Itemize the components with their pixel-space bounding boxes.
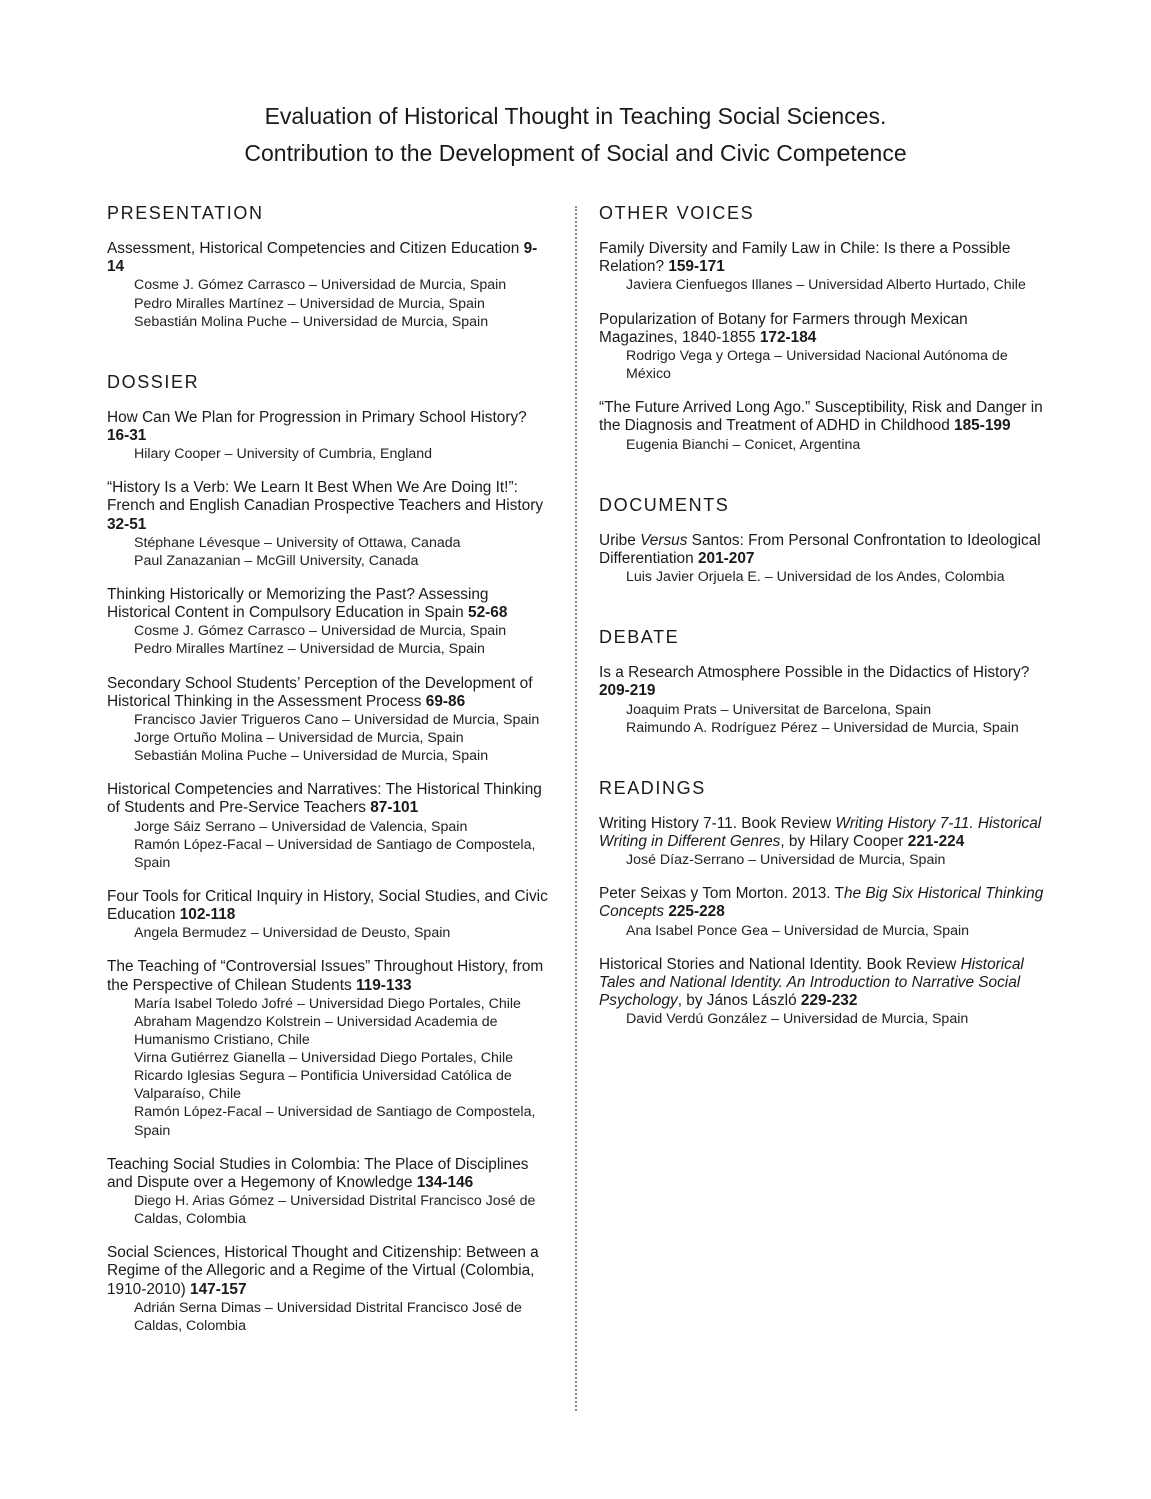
column-divider	[575, 206, 577, 1411]
entry-title-text: Is a Research Atmosphere Possible in the Didactics of History?	[599, 664, 1030, 682]
author-affiliation: Rodrigo Vega y Ortega – Universidad Nacional Autónoma de México	[626, 347, 1008, 382]
toc-section	[107, 369, 552, 1335]
page-range: 185-199	[954, 417, 1011, 435]
entry-title-italic: Historical Tales and National Identity. An Introduction to Narrative Social Psychology	[599, 955, 1024, 1010]
author-affiliation: Eugenia Bianchi – Conicet, Argentina	[626, 436, 861, 453]
entry-title	[599, 664, 1047, 700]
entry-title	[107, 1244, 552, 1299]
toc-section	[599, 775, 1047, 1029]
section-heading: READINGS	[599, 777, 706, 798]
entry-title-text: Popularization of Botany for Farmers through Mexican Magazines, 1840-1855	[599, 310, 968, 346]
entry-title	[107, 586, 552, 622]
author-affiliation: David Verdú González – Universidad de Murcia, Spain	[626, 1011, 969, 1028]
toc-entry	[107, 888, 552, 943]
entry-title	[107, 240, 552, 276]
toc-section	[599, 200, 1047, 454]
section-heading: DEBATE	[599, 627, 680, 648]
page-title	[0, 98, 1151, 172]
toc-entry	[599, 885, 1047, 940]
entry-title	[599, 815, 1047, 851]
entry-title-text: Secondary School Students’ Perception of the Development of Historical Thinking in the Assessment Process	[107, 674, 533, 710]
page-title-line-2: Contribution to the Development of Social and Civic Competence	[244, 140, 907, 166]
author-affiliation: Ana Isabel Ponce Gea – Universidad de Murcia, Spain	[626, 922, 970, 939]
author-affiliation: Virna Gutiérrez Gianella – Universidad Diego Portales, Chile	[134, 1050, 514, 1067]
toc-entry	[599, 240, 1047, 295]
author-affiliation: Jorge Ortuño Molina – Universidad de Murcia, Spain	[134, 730, 464, 747]
author-affiliation: Paul Zanazanian – McGill University, Canada	[134, 552, 419, 569]
toc-entry	[107, 586, 552, 659]
entry-title-text: Writing History 7-11. Book Review	[599, 814, 836, 832]
author-affiliation: Francisco Javier Trigueros Cano – Universidad de Murcia, Spain	[134, 711, 540, 728]
toc-entry	[107, 1244, 552, 1335]
page-range: 209-219	[599, 682, 656, 700]
entry-title-text: The Teaching of “Controversial Issues” Throughout History, from the Perspective of Chilean Students	[107, 958, 544, 994]
entry-title-text: Assessment, Historical Competencies and Citizen Education	[107, 240, 524, 257]
entry-title-text: Peter Seixas y Tom Morton. 2013. T	[599, 885, 844, 903]
toc-entry	[107, 958, 552, 1139]
toc-entry	[599, 399, 1047, 454]
entry-title	[599, 885, 1047, 921]
author-affiliation: Raimundo A. Rodríguez Pérez – Universidad de Murcia, Spain	[626, 719, 1019, 736]
toc-section	[599, 492, 1047, 587]
author-affiliation: Joaquim Prats – Universitat de Barcelona, Spain	[626, 701, 932, 718]
entry-title	[599, 956, 1047, 1011]
page-range: 225-228	[668, 903, 725, 921]
entry-title-text: Social Sciences, Historical Thought and Citizenship: Between a Regime of the Allegoric and a Regime of the Virtual (Colombia, 1910-2010)	[107, 1244, 539, 1298]
entry-title-italic: he Big Six Historical Thinking Concepts	[599, 885, 1044, 921]
page-range: 201-207	[697, 549, 755, 567]
author-affiliation: Jorge Sáiz Serrano – Universidad de Valencia, Spain	[134, 818, 468, 835]
page-range: 102-118	[179, 906, 236, 924]
entry-title	[107, 675, 552, 711]
toc-entry	[107, 409, 552, 464]
right-column	[599, 200, 1047, 1066]
entry-title	[599, 532, 1047, 568]
entry-title-italic: Versus	[640, 531, 688, 549]
left-column	[107, 200, 552, 1373]
entry-title	[599, 399, 1047, 435]
author-affiliation: Pedro Miralles Martínez – Universidad de Murcia, Spain	[134, 641, 485, 658]
author-affiliation: Ramón López-Facal – Universidad de Santiago de Compostela, Spain	[134, 836, 536, 871]
entry-title	[107, 479, 552, 534]
entry-title-text: Santos: From Personal Confrontation to Ideological Differentiation	[599, 531, 1041, 567]
author-affiliation: Javiera Cienfuegos Illanes – Universidad Alberto Hurtado, Chile	[626, 277, 1026, 294]
page-range: 134-146	[416, 1173, 474, 1191]
entry-title-text: , by János László	[677, 992, 801, 1010]
entry-title	[107, 409, 552, 445]
author-affiliation: Sebastián Molina Puche – Universidad de Murcia, Spain	[134, 313, 489, 330]
entry-title	[107, 888, 552, 924]
entry-title-text: Family Diversity and Family Law in Chile: Is there a Possible Relation?	[599, 240, 1011, 276]
toc-entry	[107, 675, 552, 766]
toc-entry	[107, 781, 552, 872]
toc-entry	[107, 479, 552, 570]
section-heading: PRESENTATION	[107, 203, 264, 223]
author-affiliation: José Díaz-Serrano – Universidad de Murcia, Spain	[626, 852, 946, 869]
toc-entry	[107, 1156, 552, 1229]
toc-entry	[599, 956, 1047, 1029]
page-range: 69-86	[425, 692, 466, 710]
author-affiliation: Pedro Miralles Martínez – Universidad de Murcia, Spain	[134, 295, 485, 312]
page-range: 32-51	[107, 515, 147, 533]
entry-title-text: Four Tools for Critical Inquiry in History, Social Studies, and Civic Education	[107, 887, 548, 924]
entry-title-text: How Can We Plan for Progression in Primary School History?	[107, 408, 527, 426]
author-affiliation: Diego H. Arias Gómez – Universidad Distrital Francisco José de Caldas, Colombia	[134, 1193, 536, 1228]
toc-entry	[107, 240, 552, 331]
section-heading: DOSSIER	[107, 371, 200, 392]
entry-title-text: “The Future Arrived Long Ago.” Susceptibility, Risk and Danger in the Diagnosis and Treatment of ADHD in Childhood	[599, 399, 1043, 435]
toc-entry	[599, 311, 1047, 384]
author-affiliation: Cosme J. Gómez Carrasco – Universidad de Murcia, Spain	[134, 277, 507, 294]
entry-title	[107, 781, 552, 817]
author-affiliation: Ricardo Iglesias Segura – Pontificia Universidad Católica de Valparaíso, Chile	[134, 1068, 512, 1103]
page-range: 159-171	[668, 258, 725, 276]
page-range: 229-232	[800, 992, 858, 1010]
author-affiliation: Cosme J. Gómez Carrasco – Universidad de Murcia, Spain	[134, 623, 507, 640]
page-range: 9-14	[107, 240, 538, 276]
section-heading: DOCUMENTS	[599, 494, 730, 515]
toc-section	[599, 624, 1047, 737]
author-affiliation: Abraham Magendzo Kolstrein – Universidad Academia de Humanismo Cristiano, Chile	[134, 1013, 498, 1049]
entry-title	[107, 958, 552, 994]
page-range: 16-31	[107, 426, 147, 444]
entry-title	[107, 1156, 552, 1192]
author-affiliation: Stéphane Lévesque – University of Ottawa, Canada	[134, 534, 461, 551]
entry-title	[599, 240, 1047, 276]
author-affiliation: Angela Bermudez – Universidad de Deusto, Spain	[134, 925, 451, 942]
entry-title-text: Historical Competencies and Narratives: The Historical Thinking of Students and Pre-Service Teachers	[107, 781, 542, 817]
author-affiliation: Sebastián Molina Puche – Universidad de Murcia, Spain	[134, 748, 489, 765]
toc-entry	[599, 532, 1047, 587]
page-range: 221-224	[907, 832, 965, 850]
page-range: 147-157	[190, 1280, 247, 1298]
entry-title-text: , by Hilary Cooper	[780, 832, 908, 850]
toc-entry	[599, 664, 1047, 737]
entry-title-text: Uribe	[599, 531, 641, 549]
entry-title-italic: Writing History 7-11. Historical Writing in Different Genres	[599, 814, 1042, 850]
page-range: 172-184	[759, 328, 817, 346]
toc-entry	[599, 815, 1047, 870]
entry-title	[599, 311, 1047, 347]
entry-title-text: Teaching Social Studies in Colombia: The Place of Disciplines and Dispute over a Hegemony of Knowledge	[107, 1155, 529, 1191]
entry-title-text: Historical Stories and National Identity. Book Review	[599, 955, 961, 973]
author-affiliation: Ramón López-Facal – Universidad de Santiago de Compostela, Spain	[134, 1104, 536, 1139]
author-affiliation: Luis Javier Orjuela E. – Universidad de los Andes, Colombia	[626, 569, 1005, 585]
author-affiliation: Adrián Serna Dimas – Universidad Distrital Francisco José de Caldas, Colombia	[134, 1299, 522, 1334]
toc-section	[107, 200, 552, 331]
page-range: 87-101	[370, 799, 419, 817]
entry-title-text: “History Is a Verb: We Learn It Best When We Are Doing It!”: French and English Canadian Prospective Teachers and History	[107, 479, 544, 515]
page-title-line-1: Evaluation of Historical Thought in Teaching Social Sciences.	[264, 103, 887, 129]
author-affiliation: Hilary Cooper – University of Cumbria, England	[134, 446, 433, 463]
section-heading: OTHER VOICES	[599, 203, 755, 223]
page-range: 119-133	[355, 976, 412, 994]
page-range: 52-68	[468, 604, 508, 622]
entry-title-text: Thinking Historically or Memorizing the Past? Assessing Historical Content in Compulsory Education in Spain	[107, 585, 489, 622]
author-affiliation: María Isabel Toledo Jofré – Universidad Diego Portales, Chile	[134, 995, 521, 1012]
